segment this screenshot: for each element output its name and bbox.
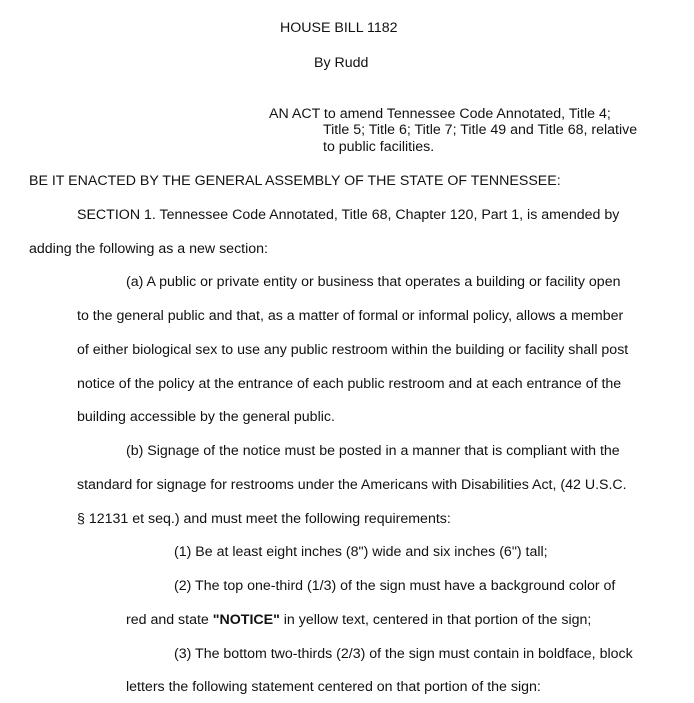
subsection-a-line-1: (a) A public or private entity or business that operates a building or facility open <box>126 274 621 290</box>
notice-word: "NOTICE" <box>212 612 280 628</box>
item-2-line-1: (2) The top one-third (1/3) of the sign must have a background color of <box>174 578 616 594</box>
bill-sponsor: By Rudd <box>314 55 369 71</box>
caption-line-1: AN ACT to amend Tennessee Code Annotated, Title 4; <box>269 106 611 122</box>
subsection-a-line-5: building accessible by the general public. <box>77 409 335 425</box>
enacting-clause: BE IT ENACTED BY THE GENERAL ASSEMBLY OF THE STATE OF TENNESSEE: <box>29 173 561 189</box>
item-3-line-1: (3) The bottom two-thirds (2/3) of the sign must contain in boldface, block <box>174 646 633 662</box>
section-1-line-1: SECTION 1. Tennessee Code Annotated, Title 68, Chapter 120, Part 1, is amended by <box>77 207 620 223</box>
subsection-a-line-2: to the general public and that, as a matter of formal or informal policy, allows a member <box>77 308 624 324</box>
subsection-a-line-4: notice of the policy at the entrance of each public restroom and at each entrance of the <box>77 376 622 392</box>
subsection-b-line-1: (b) Signage of the notice must be posted in a manner that is compliant with the <box>126 443 620 459</box>
item-1: (1) Be at least eight inches (8") wide and six inches (6") tall; <box>174 544 548 560</box>
subsection-b-line-3: § 12131 et seq.) and must meet the following requirements: <box>77 511 451 527</box>
item-3-line-2: letters the following statement centered on that portion of the sign: <box>126 679 541 695</box>
section-1-line-2: adding the following as a new section: <box>29 241 268 257</box>
caption-line-3: to public facilities. <box>323 139 435 155</box>
item-2-line-2 <box>126 611 591 629</box>
item-2-text-before: red and state <box>126 612 213 628</box>
subsection-b-line-2: standard for signage for restrooms under the Americans with Disabilities Act, (42 U.S.C. <box>77 477 627 493</box>
item-2-text-after: in yellow text, centered in that portion of the sign; <box>279 612 592 628</box>
bill-number: HOUSE BILL 1182 <box>280 20 398 36</box>
caption-line-2: Title 5; Title 6; Title 7; Title 49 and Title 68, relative <box>323 122 638 138</box>
subsection-a-line-3: of either biological sex to use any public restroom within the building or facility shall post <box>77 342 629 358</box>
